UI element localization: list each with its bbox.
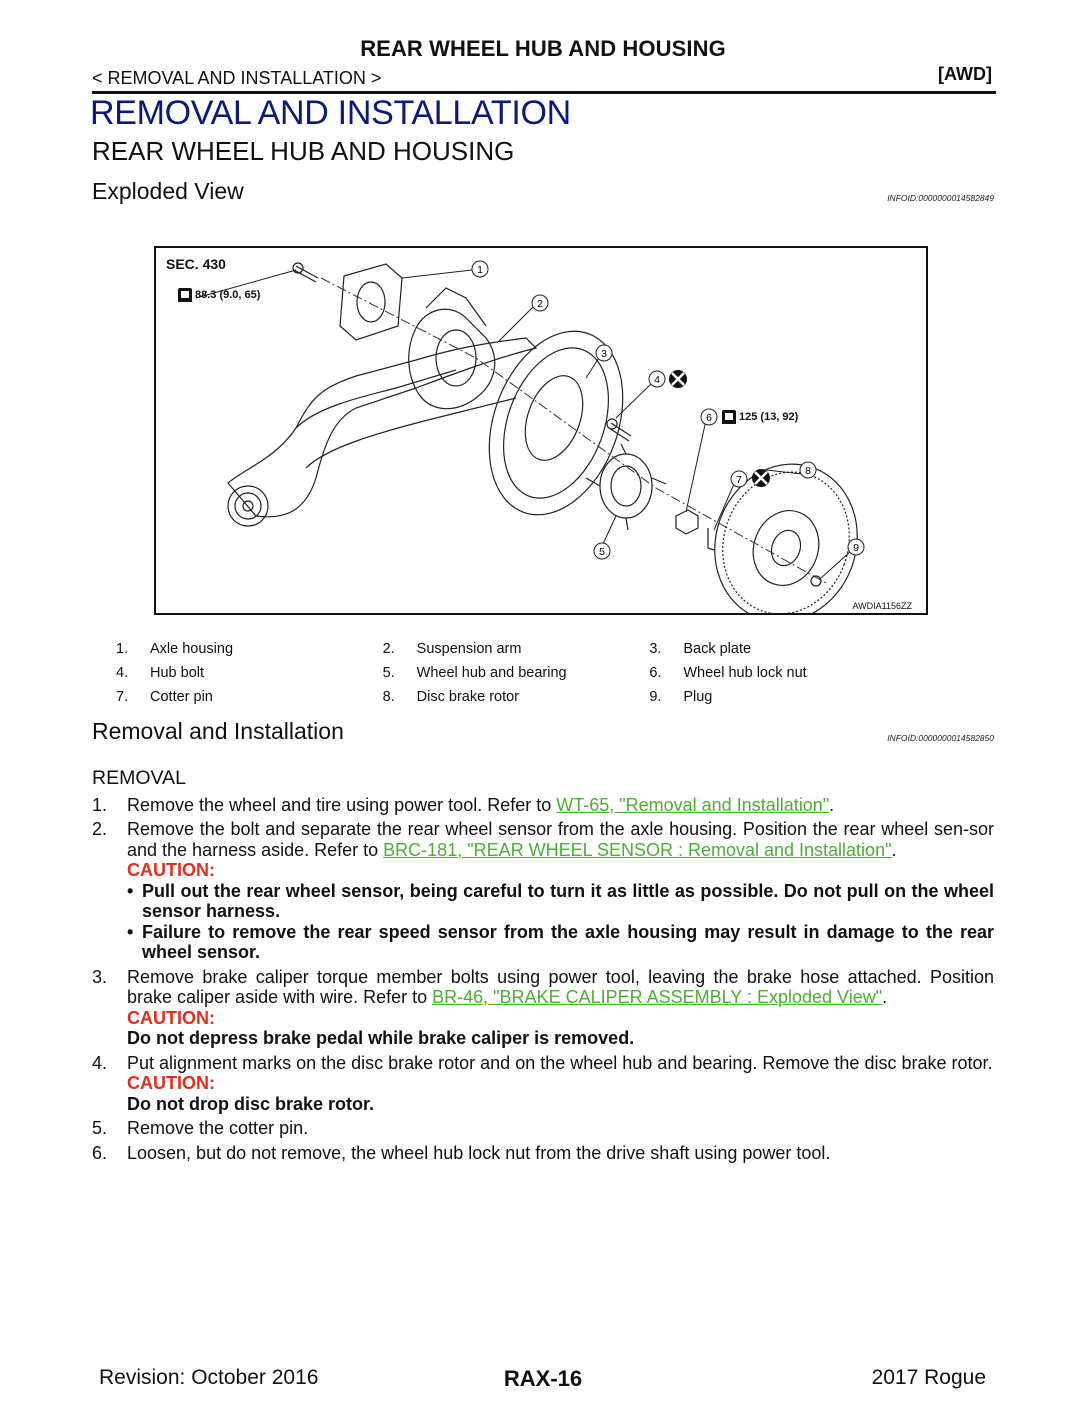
- step-punct: .: [829, 794, 835, 815]
- step-punct: .: [882, 987, 888, 1007]
- svg-text:1: 1: [477, 264, 483, 276]
- step-body: [127, 1053, 994, 1115]
- assembly-axis: [321, 278, 826, 583]
- torque-spec-2-value: 125 (13, 92): [739, 411, 799, 423]
- legend-num: 9.: [649, 689, 662, 705]
- legend-item: [116, 641, 383, 657]
- legend-item: [383, 665, 650, 681]
- section-title: REMOVAL AND INSTALLATION: [90, 94, 571, 132]
- brake-rotor-drawing: [693, 444, 879, 615]
- step-body: [127, 819, 994, 963]
- legend-item: [116, 665, 383, 681]
- axle-housing-drawing: [409, 309, 495, 408]
- callout-4: [649, 371, 665, 387]
- step-punct: .: [891, 839, 897, 860]
- step-6: [92, 1143, 994, 1164]
- torque-wrench-icon: [178, 288, 192, 302]
- link-wt-65[interactable]: WT-65, "Removal and Installation": [556, 794, 830, 815]
- bullet-icon: •: [127, 921, 134, 942]
- step-num: 6.: [92, 1142, 108, 1163]
- legend-label: Back plate: [683, 641, 752, 657]
- exploded-diagram: [156, 248, 928, 615]
- section-label: SEC. 430: [166, 256, 226, 272]
- svg-text:5: 5: [599, 546, 605, 558]
- parts-legend: [116, 637, 916, 709]
- svg-text:3: 3: [601, 348, 607, 360]
- step-num: 5.: [92, 1118, 108, 1138]
- svg-text:7: 7: [736, 474, 742, 486]
- caution-label: CAUTION:: [127, 1073, 215, 1093]
- step-3: [92, 967, 994, 1049]
- legend-item: [383, 641, 650, 657]
- svg-text:2: 2: [537, 298, 543, 310]
- callout-5: [594, 543, 610, 559]
- sub-title: REAR WHEEL HUB AND HOUSING: [92, 136, 515, 166]
- step-text: Loosen, but do not remove, the wheel hub lock nut from the drive shaft using power tool.: [127, 1142, 831, 1163]
- callout-7: [731, 471, 747, 487]
- legend-num: 7.: [116, 689, 129, 705]
- callout-1: [472, 261, 488, 277]
- removal-installation-infoid: INFOID:0000000014582850: [887, 733, 994, 743]
- torque-spec-1: [178, 288, 260, 302]
- step-body: [127, 1143, 994, 1164]
- legend-label: Suspension arm: [416, 641, 522, 657]
- step-body: [127, 795, 994, 816]
- legend-num: 6.: [649, 665, 662, 681]
- footer-page-number: RAX-16: [503, 1366, 583, 1391]
- legend-label: Disc brake rotor: [416, 689, 520, 705]
- legend-item: [383, 689, 650, 705]
- step-text: Remove the bolt and separate the rear wheel sensor from the axle housing. Position the rear wheel sen-sor and the harness aside. Refer to: [127, 819, 994, 860]
- exploded-view-heading: Exploded View: [92, 178, 244, 204]
- caution-text: Do not depress brake pedal while brake caliper is removed.: [127, 1028, 635, 1048]
- variant-badge: [AWD]: [938, 64, 992, 84]
- do-not-reuse-icon: [669, 370, 687, 388]
- svg-text:9: 9: [853, 542, 859, 554]
- legend-label: Wheel hub and bearing: [416, 665, 567, 681]
- callout-6: [701, 409, 717, 425]
- step-text: Remove brake caliper torque member bolts using power tool, leaving the brake hose attached. Position brake caliper aside with wire. Refer to: [127, 966, 994, 1007]
- legend-num: 3.: [649, 641, 662, 657]
- step-text: Put alignment marks on the disc brake rotor and on the wheel hub and bearing. Remove the disc brake rotor.: [127, 1052, 993, 1073]
- removal-installation-heading: Removal and Installation: [92, 718, 344, 744]
- callout-8: [800, 462, 816, 478]
- callout-3: [596, 345, 612, 361]
- step-text: Remove the cotter pin.: [127, 1118, 309, 1138]
- bolt-drawing: [294, 266, 318, 282]
- legend-label: Hub bolt: [150, 665, 205, 681]
- legend-num: 1.: [116, 641, 129, 657]
- legend-label: Plug: [683, 689, 713, 705]
- bullet-icon: •: [127, 880, 134, 901]
- removal-heading: REMOVAL: [92, 767, 186, 789]
- legend-num: 8.: [382, 689, 395, 705]
- breadcrumb: < REMOVAL AND INSTALLATION >: [92, 68, 382, 88]
- svg-text:8: 8: [805, 465, 811, 477]
- step-1: [92, 795, 994, 816]
- caution-bullet-text: Pull out the rear wheel sensor, being careful to turn it as little as possible. Do not pull on the wheel sensor harness.: [142, 880, 994, 921]
- step-text: Remove the wheel and tire using power tool. Refer to: [127, 794, 557, 815]
- legend-item: [649, 689, 916, 705]
- lock-nut-drawing: [676, 510, 698, 534]
- torque-spec-2: [722, 410, 798, 424]
- caution-bullet-text: Failure to remove the rear speed sensor from the axle housing may result in damage to the rear wheel sensor.: [142, 921, 994, 962]
- caution-label: CAUTION:: [127, 1007, 215, 1028]
- torque-wrench-icon: [722, 410, 736, 424]
- bracket-drawing: [340, 264, 402, 340]
- exploded-view-infoid: INFOID:0000000014582849: [887, 193, 994, 203]
- legend-item: [116, 689, 383, 705]
- caution-bullet: [127, 881, 994, 922]
- legend-num: 2.: [382, 641, 395, 657]
- back-plate-drawing: [465, 313, 647, 534]
- legend-num: 4.: [116, 665, 129, 681]
- exploded-view-figure: [154, 246, 928, 615]
- caution-label: CAUTION:: [127, 860, 215, 880]
- do-not-reuse-icon: [752, 469, 770, 487]
- figure-code: AWDIA1156ZZ: [852, 601, 912, 611]
- step-num: 4.: [92, 1052, 108, 1073]
- legend-num: 5.: [382, 665, 395, 681]
- cotter-pin-drawing: [708, 528, 714, 550]
- legend-label: Axle housing: [150, 641, 234, 657]
- suspension-arm-drawing: [228, 338, 536, 517]
- legend-item: [649, 665, 916, 681]
- legend-item: [649, 641, 916, 657]
- svg-text:4: 4: [654, 374, 660, 386]
- footer-model: 2017 Rogue: [871, 1366, 986, 1389]
- caution-text: Do not drop disc brake rotor.: [127, 1093, 375, 1114]
- caution-bullet: [127, 922, 994, 963]
- legend-row: [116, 685, 916, 709]
- step-num: 3.: [92, 966, 108, 987]
- step-body: [127, 967, 994, 1049]
- step-5: [92, 1118, 994, 1139]
- callout-2: [532, 295, 548, 311]
- callout-9: [848, 539, 864, 555]
- legend-row: [116, 637, 916, 661]
- footer-revision: Revision: October 2016: [99, 1366, 319, 1389]
- running-title: REAR WHEEL HUB AND HOUSING: [360, 36, 726, 61]
- step-body: [127, 1118, 994, 1139]
- step-4: [92, 1053, 994, 1115]
- step-num: 2.: [92, 819, 108, 839]
- legend-label: Cotter pin: [150, 689, 213, 705]
- legend-label: Wheel hub lock nut: [683, 665, 807, 681]
- removal-procedure: [92, 768, 994, 1167]
- link-br-46[interactable]: BR-46, "BRAKE CALIPER ASSEMBLY : Exploded View": [432, 987, 883, 1007]
- wheel-hub-drawing: [600, 454, 652, 518]
- svg-text:6: 6: [706, 412, 712, 424]
- step-num: 1.: [92, 794, 108, 815]
- legend-row: [116, 661, 916, 685]
- torque-spec-1-value: 88.3 (9.0, 65): [195, 289, 261, 301]
- step-2: [92, 819, 994, 963]
- link-brc-181[interactable]: BRC-181, "REAR WHEEL SENSOR : Removal and Installation": [383, 839, 892, 860]
